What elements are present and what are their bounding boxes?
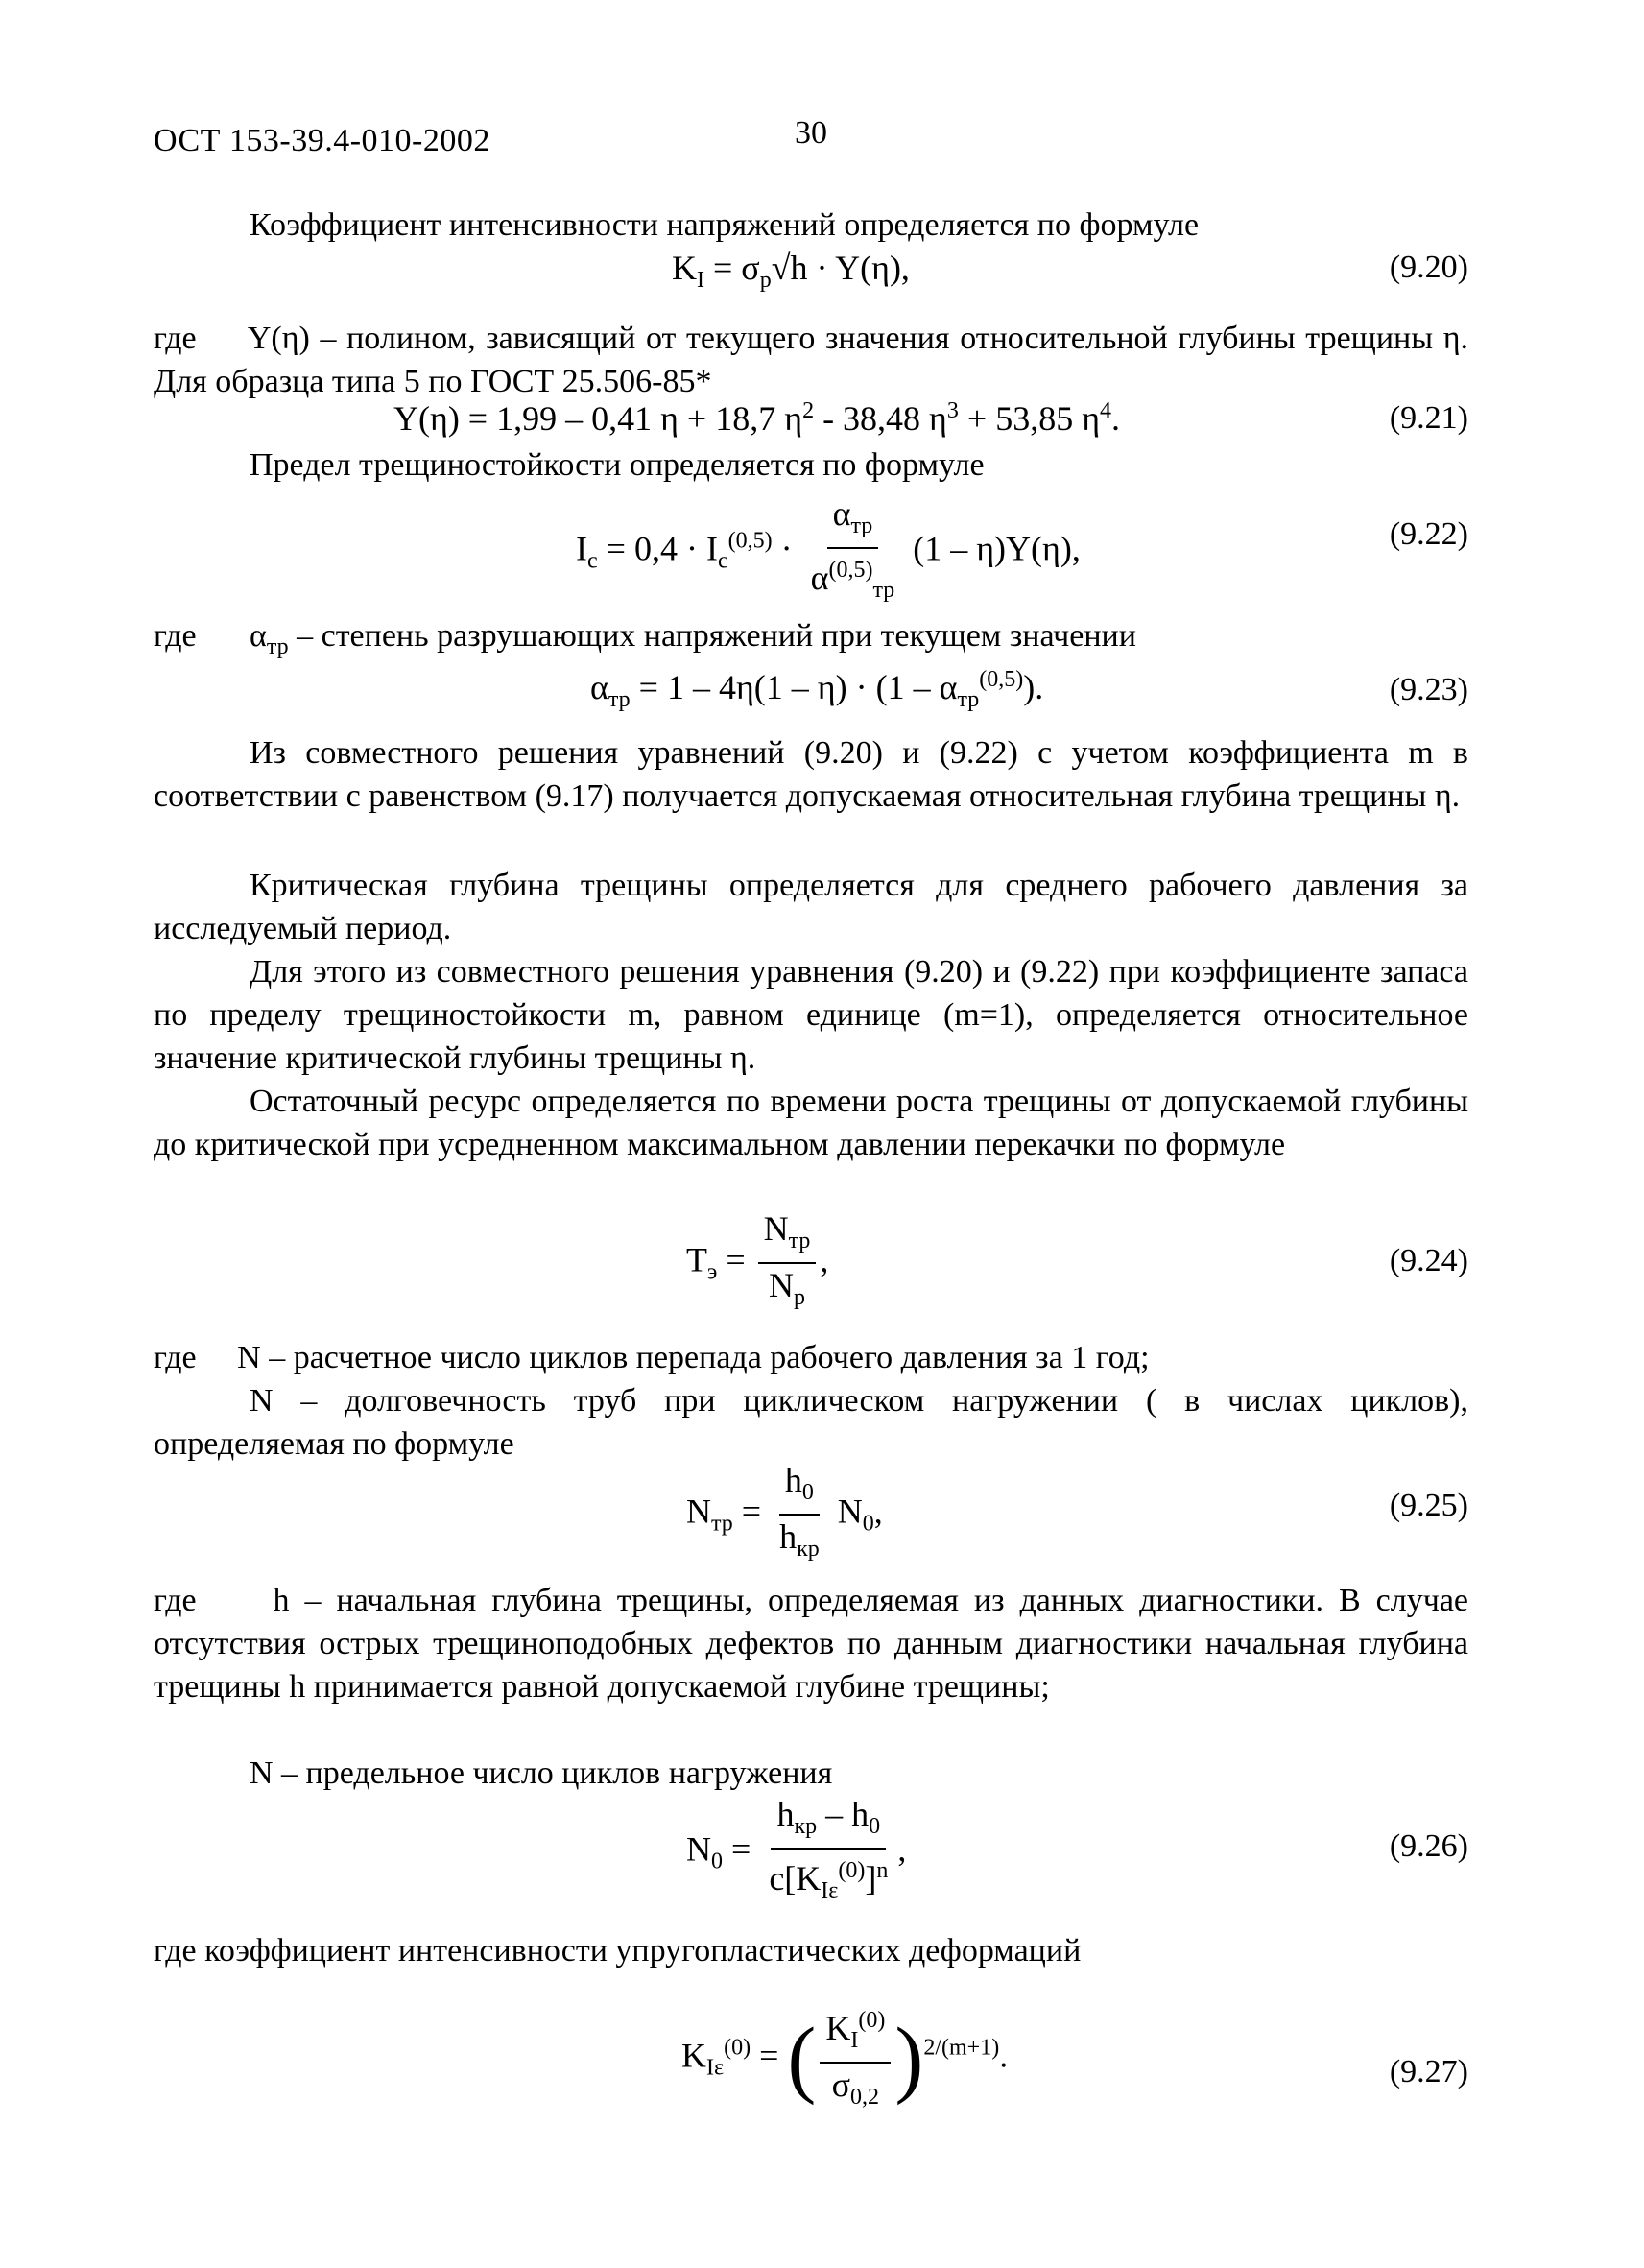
formula-9-25: $N_{тр}$ = $h_0$ $h_{кр}$ $N_0$, [686,1461,883,1563]
document-standard: ОСТ 153-39.4-010-2002 [154,123,490,158]
where-label: где [154,1340,197,1375]
formula-9-23: $\alpha_{тр} = 1 - 4\eta(1 - \eta) \cdot (1 - \alpha_{тр}^{(0,5)})$. [590,667,1044,713]
eq-number-9-20: (9.20) [1389,250,1468,285]
formula-9-26: $N_0$ = $h_{кр} - h_0$ $c[K_{I\varepsilon}^{(0)}]^n$ , [686,1795,907,1904]
def-N0: N – предельное число циклов нагружения [250,1755,833,1791]
eq-number-9-22: (9.22) [1389,516,1468,552]
formula-9-24: $T_э$ = $N_{тр}$ $N_р$ , [686,1209,829,1311]
para-residual-life: Остаточный ресурс определяется по времени роста трещины от допускаемой глубины до критической при усредненном максимальном давлении перекачки по формуле [154,1084,1468,1162]
formula-9-27: $K_{I\varepsilon}^{(0)}$ = ( $\frac{K_I^{(0)}}{\sigma_{0,2}}$ )$^{2/(m+1)}$. [681,2001,1008,2116]
def-alpha: где $\alpha_{тр}$ – степень разрушающих напряжений при текущем значении [154,614,1136,669]
where-label: где [154,618,197,654]
intro-9-27: где коэффициент интенсивности упругопластических деформаций [154,1933,1082,1969]
eq-number-9-24: (9.24) [1389,1243,1468,1278]
formula-9-22: $I_c = 0,4 \cdot I_c^{(0,5)}$ · $\alpha_{тр}$ $\alpha^{(0,5)}_{тр}$ (1 – η)Y(η), [576,494,1081,604]
intro-9-22: Предел трещиностойкости определяется по формуле [250,447,985,483]
eq-number-9-25: (9.25) [1389,1488,1468,1523]
eq-number-9-21: (9.21) [1389,400,1468,436]
eq-number-9-27: (9.27) [1389,2054,1468,2089]
formula-9-20: $K_I = \sigma_p√h \cdot Y(\eta)$, [672,249,910,294]
eq-number-9-23: (9.23) [1389,672,1468,707]
where-label: где [154,1583,197,1618]
where-label: где [154,321,197,356]
eq-number-9-26: (9.26) [1389,1828,1468,1864]
def-h0-text: h – начальная глубина трещины, определяемая из данных диагностики. В случае отсутствия острых трещиноподобных дефектов по данным диагностики начальная глубина трещины h принимается равной допускаемой глубине трещины; [154,1583,1469,1705]
def-Ntr: N – долговечность труб при циклическом нагружении ( в числах циклов), определяемая по формуле [154,1383,1468,1462]
def-Np [154,1336,1468,1379]
para-critical-depth: Критическая глубина трещины определяется для среднего рабочего давления за исследуемый период. [154,868,1468,946]
def-h0 [154,1579,1468,1708]
page-number: 30 [795,115,827,151]
para-joint-solution: Из совместного решения уравнений (9.20) и (9.22) с учетом коэффициента m в соответствии с равенством (9.17) получается допускаемая относительная глубина трещины η. [154,735,1468,814]
para-for-this: Для этого из совместного решения уравнения (9.20) и (9.22) при коэффициенте запаса по пределу трещиностойкости m, равном единице (m=1), определяется относительное значение критической глубины трещины η. [154,954,1468,1076]
intro-9-20: Коэффициент интенсивности напряжений определяется по формуле [250,207,1200,243]
def-Y [154,317,1468,403]
def-Np-text: N – расчетное число циклов перепада рабочего давления за 1 год; [237,1340,1150,1375]
def-alpha-text: – степень разрушающих напряжений при текущем значении [297,618,1136,654]
def-Y-text: Y(η) – полином, зависящий от текущего значения относительной глубины трещины η. Для образца типа 5 по ГОСТ 25.506-85* [154,321,1469,399]
formula-9-21: Y(η) = 1,99 – 0,41 η + 18,7 $\eta^2 - 38,48$ $\eta^3 + 53,85$ $\eta^4$. [393,398,1121,438]
